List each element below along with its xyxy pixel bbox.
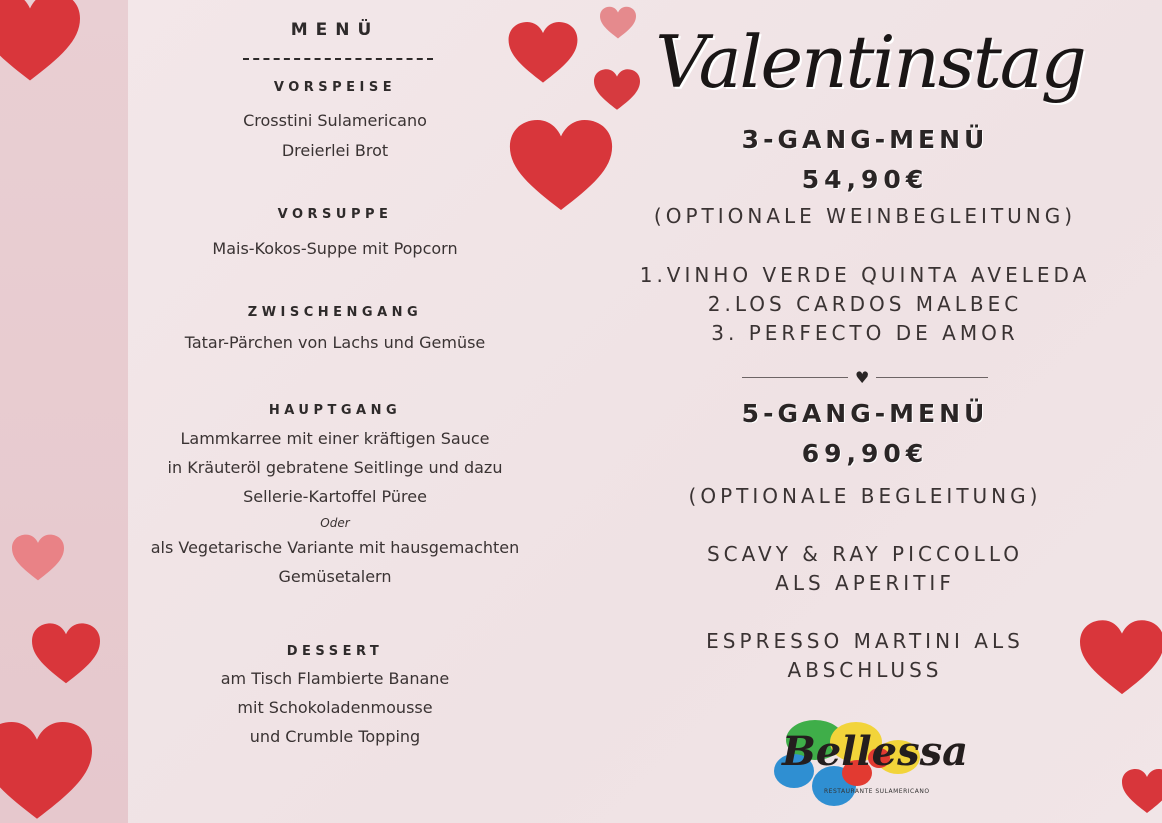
menu-item: Sellerie-Kartoffel Püree	[243, 487, 427, 506]
section-heading-vorspeise: VORSPEISE	[273, 80, 397, 95]
extra-item: ABSCHLUSS	[787, 658, 943, 682]
extra-item: ESPRESSO MARTINI ALS	[706, 629, 1024, 653]
logo-tagline: RESTAURANTE SULAMERICANO	[824, 788, 930, 795]
extra-item: ALS APERITIF	[775, 571, 955, 595]
heart-icon	[1122, 760, 1162, 823]
heart-divider-icon: ♥	[855, 368, 870, 387]
logo-wordmark: Bellessa	[782, 728, 969, 775]
section-heading-hauptgang: HAUPTGANG	[268, 403, 402, 418]
divider-line-right	[876, 377, 988, 378]
heart-icon	[594, 67, 640, 113]
heart-icon	[508, 120, 614, 212]
wine-item: 1.VINHO VERDE QUINTA AVELEDA	[639, 263, 1091, 287]
section-heading-vorsuppe: VORSUPPE	[277, 207, 393, 222]
menu-item: Dreierlei Brot	[281, 141, 389, 160]
heart-icon	[12, 532, 64, 584]
menu-item: mit Schokoladenmousse	[237, 698, 433, 717]
section-heading-zwischengang: ZWISCHENGANG	[247, 305, 423, 320]
bellessa-logo	[772, 718, 969, 810]
menu-item: in Kräuteröl gebratene Seitlinge und dazu	[167, 458, 503, 477]
menu-item: Gemüsetalern	[278, 567, 392, 586]
menu-item: Mais-Kokos-Suppe mit Popcorn	[212, 239, 458, 258]
menu-item: am Tisch Flambierte Banane	[220, 669, 450, 688]
extra-item: SCAVY & RAY PICCOLLO	[706, 542, 1023, 566]
heart-icon	[600, 6, 636, 40]
menu3-price: 54,90€	[801, 165, 929, 194]
menu3-title: 3-GANG-MENÜ	[741, 125, 989, 154]
menu5-title: 5-GANG-MENÜ	[741, 399, 989, 428]
heart-icon	[0, 0, 80, 90]
menu5-price: 69,90€	[801, 439, 929, 468]
menu3-note: (OPTIONALE WEINBEGLEITUNG)	[653, 204, 1077, 228]
dashed-divider	[243, 58, 433, 60]
menu-item: Crosstini Sulamericano	[243, 111, 427, 130]
menu-item: Lammkarree mit einer kräftigen Sauce	[180, 429, 490, 448]
divider-line-left	[742, 377, 848, 378]
menu-item-oder: Oder	[320, 516, 350, 530]
heart-icon	[32, 620, 100, 688]
menu-item: Tatar-Pärchen von Lachs und Gemüse	[184, 333, 486, 352]
pink-sidebar-band	[0, 0, 128, 823]
menu-item: und Crumble Topping	[249, 727, 421, 746]
menu5-note: (OPTIONALE BEGLEITUNG)	[688, 484, 1042, 508]
valentinstag-title: Valentinstag	[655, 20, 1085, 104]
menu-item: als Vegetarische Variante mit hausgemachten	[150, 538, 520, 557]
wine-item: 2.LOS CARDOS MALBEC	[707, 292, 1023, 316]
wine-item: 3. PERFECTO DE AMOR	[711, 321, 1019, 345]
heart-icon	[0, 720, 92, 823]
section-heading-dessert: DESSERT	[286, 644, 384, 659]
menu-title: MENÜ	[290, 20, 380, 40]
